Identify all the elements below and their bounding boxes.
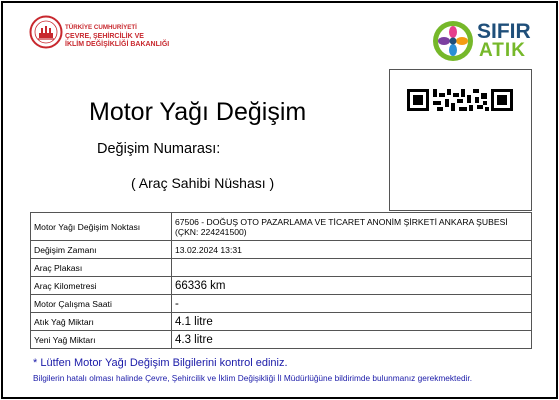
report-notice: Bilgilerin hatalı olması halinde Çevre, Şehircilik ve İklim Değişikliği İl Müdürlüğüne bildirimde bulunmanız gerekmektedir. bbox=[33, 373, 473, 383]
ministry-line-3: İKLİM DEĞİŞİKLİĞİ BAKANLIĞI bbox=[65, 41, 170, 49]
document-page bbox=[1, 1, 558, 399]
change-number-label: Değişim Numarası: bbox=[97, 141, 221, 157]
row-value: 13.02.2024 13:31 bbox=[172, 241, 532, 259]
zero-waste-logo bbox=[431, 19, 541, 65]
qr-code-box bbox=[389, 69, 532, 211]
row-label: Motor Çalışma Saati bbox=[31, 295, 172, 313]
table-row bbox=[31, 213, 532, 241]
row-value: 4.1 litre bbox=[172, 313, 532, 331]
copy-type-label: ( Araç Sahibi Nüshası ) bbox=[131, 175, 275, 191]
table-row bbox=[31, 295, 532, 313]
row-label: Değişim Zamanı bbox=[31, 241, 172, 259]
table-row bbox=[31, 259, 532, 277]
check-notice: * Lütfen Motor Yağı Değişim Bilgilerini kontrol ediniz. bbox=[33, 357, 288, 369]
zero-waste-word-2: ATIK bbox=[479, 40, 526, 61]
row-label: Atık Yağ Miktarı bbox=[31, 313, 172, 331]
row-label: Yeni Yağ Miktarı bbox=[31, 331, 172, 349]
document-title: Motor Yağı Değişim bbox=[89, 98, 307, 126]
zero-waste-word-1: SIFIR bbox=[477, 20, 531, 43]
ministry-logo bbox=[29, 15, 199, 59]
table-row bbox=[31, 241, 532, 259]
row-value bbox=[172, 259, 532, 277]
zero-waste-flower-icon bbox=[431, 19, 475, 63]
row-label: Araç Plakası bbox=[31, 259, 172, 277]
table-row bbox=[31, 277, 532, 295]
row-value: - bbox=[172, 295, 532, 313]
row-value: 66336 km bbox=[172, 277, 532, 295]
row-label: Motor Yağı Değişim Noktası bbox=[31, 213, 172, 241]
row-label: Araç Kilometresi bbox=[31, 277, 172, 295]
info-table bbox=[30, 212, 532, 349]
ministry-emblem-icon bbox=[29, 15, 63, 49]
table-row bbox=[31, 331, 532, 349]
ministry-line-2: ÇEVRE, ŞEHİRCİLİK VE bbox=[65, 32, 144, 40]
table-row bbox=[31, 313, 532, 331]
row-value: 4.3 litre bbox=[172, 331, 532, 349]
row-value: 67506 - DOĞUŞ OTO PAZARLAMA VE TİCARET ANONİM ŞİRKETİ ANKARA ŞUBESİ (ÇKN: 224241500) bbox=[172, 213, 532, 241]
qr-code-icon bbox=[407, 89, 513, 111]
ministry-line-1: TÜRKİYE CUMHURİYETİ bbox=[65, 24, 137, 31]
